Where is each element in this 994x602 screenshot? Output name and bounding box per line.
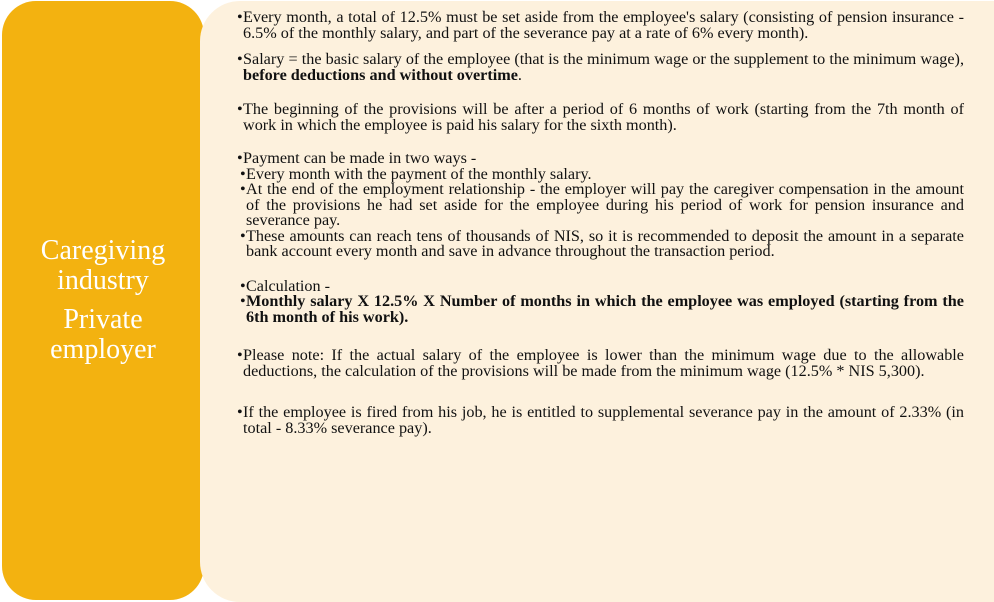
bullet-icon: • [237,346,243,364]
sub-item-text: These amounts can reach tens of thousands of NIS, so it is recommended to deposit the amount in a separate bank account every month and save in advance throughout the transaction period. [246,226,964,260]
sub-item-text: At the end of the employment relationship - the employer will pay the caregiver compensation in the amount of the provisions he had set aside for the employee during his period of work for pension insurance and severance pay. [246,180,964,229]
bullet-icon: • [237,403,243,421]
sidebar-line-1: Caregiving [40,235,166,266]
paragraph-text-end: . [517,65,522,84]
sub-item-end-of-employment [237,182,964,229]
bullet-icon: • [240,292,246,310]
sidebar-line-4: employer [50,334,156,365]
paragraph-salary-definition [237,52,964,83]
sidebar-line-3: Private [63,304,143,335]
paragraph-text: Salary = the basic salary of the employee (that is the minimum wage or the supplement to the minimum wage), [243,50,964,68]
bullet-icon: • [240,164,246,183]
sidebar-title [41,236,165,365]
paragraph-provision-rate [237,10,964,41]
paragraph-emphasis: before deductions and without overtime [243,65,518,84]
paragraph-text: Every month, a total of 12.5% must be set aside from the employee's salary (consisting of pension insurance - 6.5% of the monthly salary, and part of the severance pay at a rate of 6% every month). [243,8,964,42]
paragraph-severance [237,405,964,436]
paragraph-text: Payment can be made in two ways - [243,149,477,167]
bullet-icon: • [237,100,243,118]
formula-text: Monthly salary X 12.5% X Number of months in which the employee was employed (starting from the 6th month of his work). [246,292,964,326]
bullet-icon: • [237,149,243,167]
sidebar-line-2: industry [57,265,149,296]
bullet-icon: • [240,226,246,245]
bullet-icon: • [237,8,243,26]
paragraph-text: Please note: If the actual salary of the employee is lower than the minimum wage due to the allowable deductions, the calculation of the provisions will be made from the minimum wage (12.5% * NIS 5,300). [243,346,964,380]
content-text [237,10,964,436]
paragraph-provisions-start [237,102,964,133]
sub-item-text: Every month with the payment of the monthly salary. [246,164,592,183]
bullet-icon: • [237,50,243,68]
bullet-icon: • [240,276,246,295]
sub-item-bank-account [237,226,964,260]
paragraph-text: If the employee is fired from his job, he is entitled to supplemental severance pay in the amount of 2.33% (in total - 8.33% severance pay). [243,403,964,437]
paragraph-text: The beginning of the provisions will be after a period of 6 months of work (starting from the 7th month of work in which the employee is paid his salary for the sixth month). [243,100,964,134]
sidebar-title-block [2,1,204,600]
bullet-icon: • [240,180,246,198]
paragraph-note [237,348,964,379]
calculation-formula [237,294,964,325]
paragraph-text: Calculation - [246,276,331,295]
